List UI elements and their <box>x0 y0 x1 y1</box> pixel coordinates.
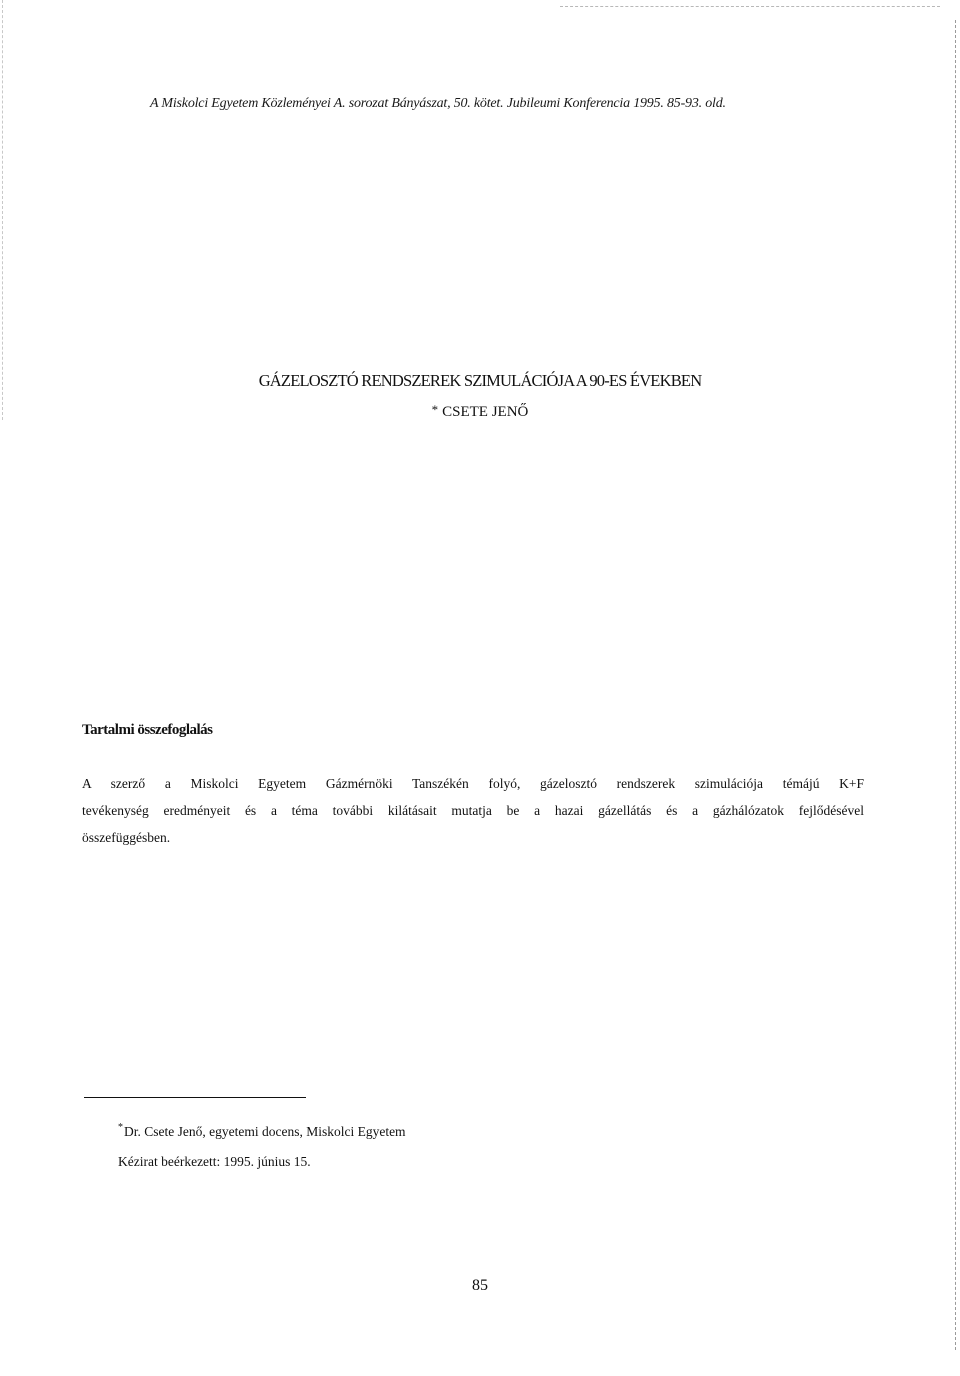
author-name: CSETE JENŐ <box>442 404 529 420</box>
footnote-author <box>118 1122 406 1140</box>
running-header: A Miskolci Egyetem Közleményei A. sorozat Bányászat, 50. kötet. Jubileumi Konferencia 1995. 85-93. old. <box>150 96 726 111</box>
author-footnote-marker: * <box>431 402 439 417</box>
author-line <box>0 402 960 421</box>
scan-edge-right <box>955 20 956 1350</box>
abstract-line: tevékenység eredményeit és a téma további kilátásait mutatja be a hazai gázellátás és a gázhálózatok fejlődésével <box>82 803 864 818</box>
footnote-author-affiliation: Dr. Csete Jenő, egyetemi docens, Miskolci Egyetem <box>124 1124 406 1139</box>
scan-edge-top <box>560 6 940 7</box>
abstract-paragraph <box>82 770 864 851</box>
scan-edge-left <box>2 0 3 420</box>
paper-title: GÁZELOSZTÓ RENDSZEREK SZIMULÁCIÓJA A 90-ES ÉVEKBEN <box>258 371 702 390</box>
footnote-marker: * <box>118 1122 123 1133</box>
footnote-divider <box>84 1097 306 1098</box>
page-number: 85 <box>472 1277 488 1294</box>
footnote-received: Kézirat beérkezett: 1995. június 15. <box>118 1154 311 1169</box>
abstract-line: összefüggésben. <box>82 830 171 845</box>
abstract-line: A szerző a Miskolci Egyetem Gázmérnöki Tanszékén folyó, gázelosztó rendszerek szimulációja témájú K+F <box>82 776 864 791</box>
section-heading: Tartalmi összefoglalás <box>82 722 213 738</box>
